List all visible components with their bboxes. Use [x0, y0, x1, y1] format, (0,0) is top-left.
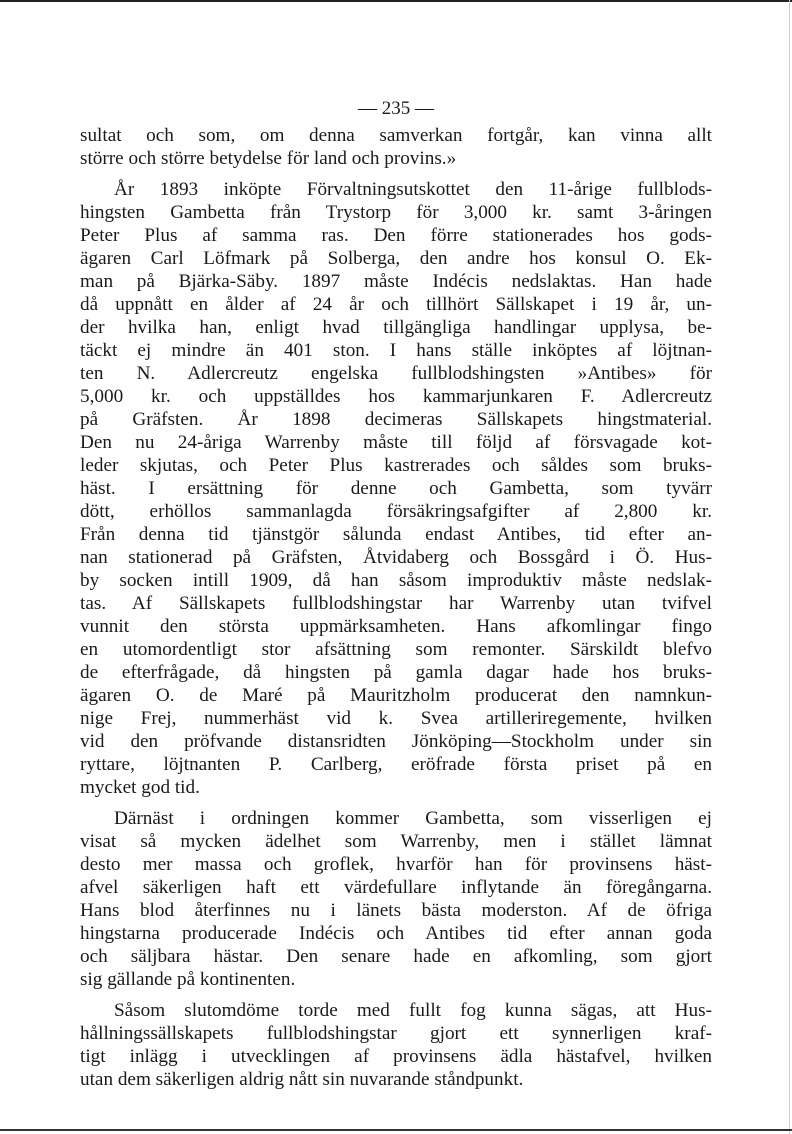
text-line: häst. I ersättning för denne och Gambetta, som tyvärr	[80, 478, 712, 499]
text-line: Hans blod återfinnes nu i länets bästa moderston. Af de öfriga	[80, 900, 712, 921]
text-line: och säljbara hästar. Den senare hade en afkomling, som gjort	[80, 946, 712, 967]
text-line: sultat och som, om denna samverkan fortgår, kan vinna allt	[80, 125, 712, 146]
text-line: hållningssällskapets fullblodshingstar gjort ett synnerligen kraf-	[80, 1023, 712, 1044]
text-line: Såsom slutomdöme torde med fullt fog kunna sägas, att Hus-	[114, 1000, 712, 1021]
scan-edge-right	[789, 0, 790, 1134]
text-line: vid den pröfvande distansridten Jönköping—Stockholm under sin	[80, 731, 712, 752]
text-line: täckt ej mindre än 401 ston. I hans ställe inköptes af löjtnan-	[80, 340, 712, 361]
text-line: sig gällande på kontinenten.	[80, 969, 296, 990]
text-line: då uppnått en ålder af 24 år och tillhört Sällskapet i 19 år, un-	[80, 294, 712, 315]
text-line: mycket god tid.	[80, 777, 200, 798]
text-line: 5,000 kr. och uppställdes hos kammarjunkaren F. Adlercreutz	[80, 386, 712, 407]
text-line: År 1893 inköpte Förvaltningsutskottet den 11-årige fullblods-	[114, 179, 712, 200]
page-number: — 235 —	[358, 98, 434, 119]
text-line: större och större betydelse för land och provins.»	[80, 148, 457, 169]
text-line: nige Frej, nummerhäst vid k. Svea artilleriregemente, hvilken	[80, 708, 712, 729]
text-body	[80, 124, 712, 1099]
text-line: tigt inlägg i utvecklingen af provinsens ädla hästafvel, hvilken	[80, 1046, 712, 1067]
paragraph	[80, 124, 712, 170]
text-line: man på Bjärka-Säby. 1897 måste Indécis nedslaktas. Han hade	[80, 271, 712, 292]
text-line: hingstarna producerade Indécis och Antibes tid efter annan goda	[80, 923, 712, 944]
paragraph	[80, 999, 712, 1091]
text-line: Från denna tid tjänstgör sålunda endast Antibes, tid efter an-	[80, 524, 712, 545]
paragraph	[80, 178, 712, 799]
text-line: ryttare, löjtnanten P. Carlberg, eröfrade första priset på en	[80, 754, 712, 775]
text-line: der hvilka han, enligt hvad tillgängliga handlingar upplysa, be-	[80, 317, 712, 338]
scan-edge-top	[0, 0, 792, 2]
text-line: leder skjutas, och Peter Plus kastrerades och såldes som bruks-	[80, 455, 712, 476]
text-line: en utomordentligt stor afsättning som remonter. Särskildt blefvo	[80, 639, 712, 660]
text-line: vunnit den största uppmärksamheten. Hans afkomlingar fingo	[80, 616, 712, 637]
text-line: dött, erhöllos sammanlagda försäkringsafgifter af 2,800 kr.	[80, 501, 712, 522]
text-line: desto mer massa och groflek, hvarför han för provinsens häst-	[80, 854, 712, 875]
text-line: hingsten Gambetta från Trystorp för 3,000 kr. samt 3-åringen	[80, 202, 712, 223]
text-line: Därnäst i ordningen kommer Gambetta, som visserligen ej	[114, 808, 712, 829]
text-line: ägaren O. de Maré på Mauritzholm producerat den namnkun-	[80, 685, 712, 706]
text-line: tas. Af Sällskapets fullblodshingstar har Warrenby utan tvifvel	[80, 593, 712, 614]
text-line: på Gräfsten. År 1898 decimeras Sällskapets hingstmaterial.	[80, 409, 712, 430]
scan-edge-bottom	[0, 1129, 792, 1131]
text-line: ten N. Adlercreutz engelska fullblodshingsten »Antibes» för	[80, 363, 712, 384]
text-line: by socken intill 1909, då han såsom improduktiv måste nedslak-	[80, 570, 712, 591]
text-line: ägaren Carl Löfmark på Solberga, den andre hos konsul O. Ek-	[80, 248, 712, 269]
text-line: afvel säkerligen haft ett värdefullare inflytande än föregångarna.	[80, 877, 712, 898]
text-line: Den nu 24-åriga Warrenby måste till följd af försvagade kot-	[80, 432, 712, 453]
text-line: visat så mycken ädelhet som Warrenby, men i stället lämnat	[80, 831, 712, 852]
paragraph	[80, 807, 712, 991]
text-line: Peter Plus af samma ras. Den förre stationerades hos gods-	[80, 225, 712, 246]
text-line: utan dem säkerligen aldrig nått sin nuvarande ståndpunkt.	[80, 1069, 524, 1090]
text-line: de efterfrågade, då hingsten på gamla dagar hade hos bruks-	[80, 662, 712, 683]
text-line: nan stationerad på Gräfsten, Åtvidaberg och Bossgård i Ö. Hus-	[80, 547, 712, 568]
